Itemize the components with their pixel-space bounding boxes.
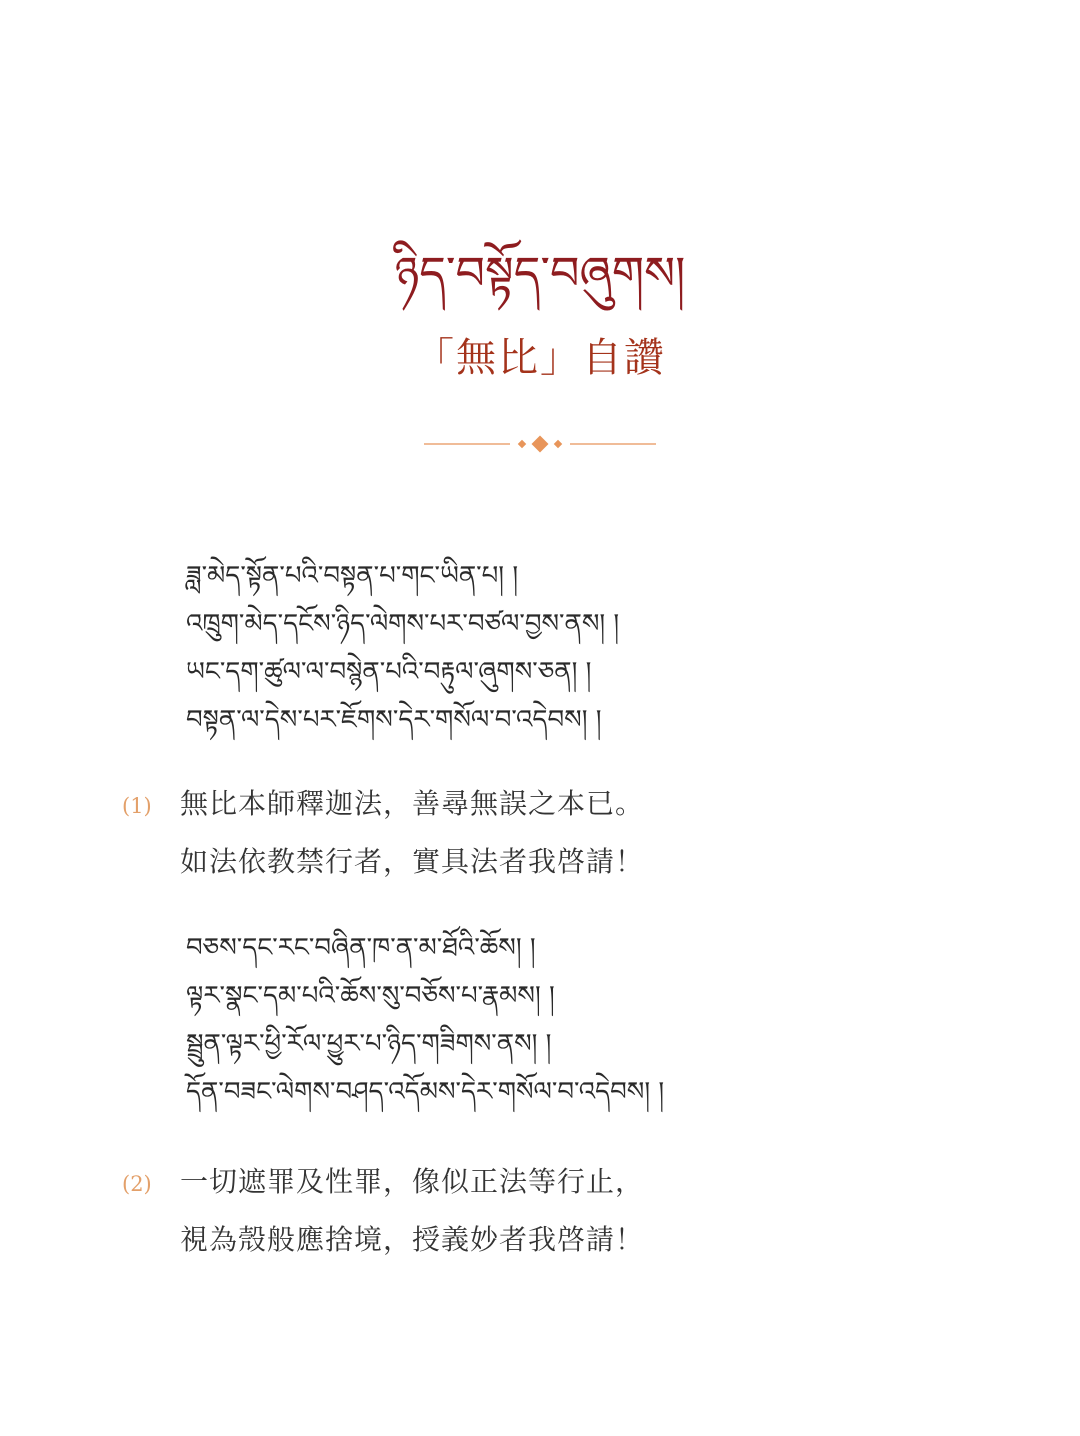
- verse-2-tibetan-line: དོན་བཟང་ལེགས་བཤད་འདོམས་དེར་གསོལ་བ་འདེབས། །: [186, 1077, 665, 1107]
- verse-number: (2): [122, 1172, 152, 1196]
- ornament-divider: [424, 432, 656, 456]
- ornament-diamond-small-right: [554, 440, 562, 448]
- page-title-tibetan: ཉིད་བསྟོད་བཞུགས།: [394, 246, 686, 300]
- verse-2-chinese-line: 視為殼般應捨境，授義妙者我啓請！: [180, 1223, 645, 1256]
- ornament-diamond-small-left: [518, 440, 526, 448]
- verse-1-tibetan-line: བསྟན་ལ་དེས་པར་ཇོགས་དེར་གསོལ་བ་འདེབས། །: [186, 705, 602, 735]
- verse-2-tibetan-line: སྦྲུན་ལྟར་ཕྱི་རོལ་ཕྱུར་པ་ཉིད་གཟིགས་ནས། །: [186, 1029, 552, 1059]
- ornament-diamond-center: [532, 436, 549, 453]
- verse-2-tibetan-line: བཅས་དང་རང་བཞིན་ཁ་ན་མ་ཐོའི་ཆོས། །: [186, 933, 536, 963]
- verse-1-chinese-line: 無比本師釋迦法，善尋無誤之本已。: [180, 787, 645, 820]
- verse-1-chinese-line: 如法依教禁行者，實具法者我啓請！: [180, 845, 645, 878]
- verse-1-tibetan-line: ཟླ་མེད་སྟོན་པའི་བསྟན་པ་གང་ཡིན་པ། །: [186, 561, 519, 591]
- page-title-chinese: 「無比」自讚: [414, 335, 666, 381]
- verse-1-chinese: [122, 776, 822, 890]
- verse-1-chinese-row-2: [122, 834, 822, 890]
- verse-2-chinese-row-1: [122, 1154, 822, 1212]
- verse-2-chinese-row-2: [122, 1212, 822, 1268]
- verse-1-chinese-row-1: [122, 776, 822, 834]
- verse-2-chinese-line: 一切遮罪及性罪，像似正法等行止，: [180, 1165, 645, 1198]
- verse-1-tibetan: [186, 552, 786, 744]
- verse-2-chinese: [122, 1154, 822, 1268]
- verse-1-tibetan-line: འཁྲུག་མེད་དངོས་ཉིད་ལེགས་པར་བཙལ་བྱས་ནས། །: [186, 609, 620, 639]
- verse-2-tibetan-line: ལྟར་སྣང་དམ་པའི་ཆོས་སུ་བཅོས་པ་རྣམས། །: [186, 981, 555, 1011]
- verse-1-tibetan-line: ཡང་དག་ཚུལ་ལ་བསྙེན་པའི་བརྟུལ་ཞུགས་ཅན། །: [186, 657, 592, 687]
- verse-2-tibetan: [186, 924, 786, 1116]
- verse-number: (1): [122, 794, 152, 818]
